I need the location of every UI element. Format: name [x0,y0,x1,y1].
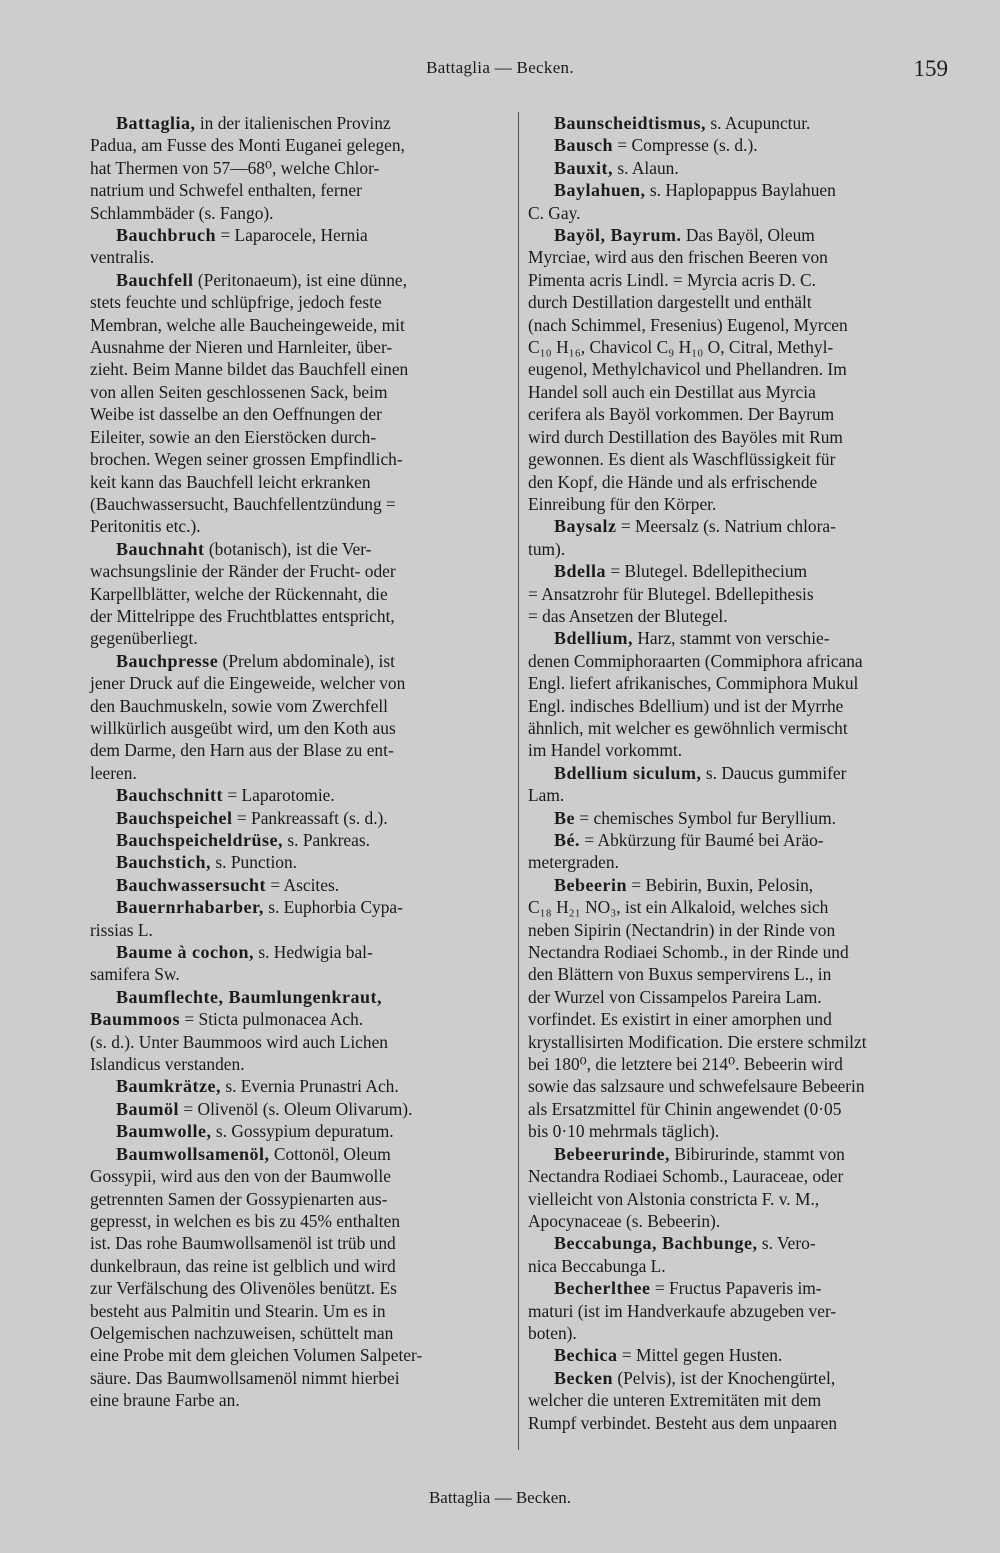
running-header: Battaglia — Becken. [426,58,574,77]
entry-headword: Baumflechte, Baumlungenkraut, Baummoos [90,986,383,1030]
entry-headword: Bdellium siculum, [554,762,702,783]
right-column [528,112,950,1434]
dictionary-entry [528,179,950,224]
entry-text: = Bebirin, Buxin, Pelosin, C₁₈ H₂₁ NO₃, ist ein Alkaloid, welches sich neben Sipirin (Nectandrin) in der Rinde von Nectandra Rodiaei Schomb., in der Rinde und den Blättern von Buxus sempervirens L., in der Wurzel von Cissampelos Pareira Lam. vorfindet. Es existirt in einer amorphen und krystallisirten Modification. Die erstere schmilzt bei 180⁰, die letztere bei 214⁰. Bebeerin wird sowie das salzsaure und schwefelsaure Bebeerin als Ersatzmittel für Chinin angewendet (0·05 bis 0·10 mehrmals täglich). [528,874,867,1142]
entry-text: = Fructus Papaveris im- maturi (ist im Handverkaufe abzugeben ver- boten). [528,1278,837,1343]
entry-text: s. Haplopappus Baylahuen C. Gay. [528,180,836,223]
dictionary-entry [90,269,512,538]
entry-headword: Baumöl [116,1098,180,1119]
dictionary-entry [90,807,512,829]
dictionary-entry [528,1277,950,1344]
dictionary-entry [528,515,950,560]
dictionary-entry [528,560,950,627]
running-footer: Battaglia — Becken. [428,1488,572,1507]
entry-headword: Beccabunga, Bachbunge, [554,1233,758,1254]
entry-headword: Bauchwassersucht [116,874,267,895]
entry-text: = Meersalz (s. Natrium chlora- tum). [528,516,836,559]
dictionary-entry [528,807,950,829]
entry-headword: Bebeerin [554,874,627,895]
entry-headword: Bauchspeichel [116,807,233,828]
dictionary-entry [90,1098,512,1120]
entry-headword: Bauchfell [116,269,194,290]
entry-headword: Bauchspeicheldrüse, [116,830,284,850]
entry-headword: Baysalz [554,516,617,537]
dictionary-entry [528,874,950,1143]
entry-headword: Bauchnaht [116,538,205,559]
entry-text: = Laparotomie. [223,785,335,806]
entry-headword: Battaglia, [116,113,196,133]
entry-text: s. Gossypium depuratum. [211,1121,394,1142]
dictionary-entry [90,784,512,806]
entry-text: Harz, stammt von verschie- denen Commiphoraarten (Commiphora africana Engl. liefert afrikanisches, Commiphora Mukul Engl. indisches Bdellium) und ist der Myrrhe ähnlich, mit welcher es gewöhnlich vermischt im Handel vorkommt. [528,628,863,761]
dictionary-entry [528,1143,950,1233]
entry-headword: Baumkrätze, [116,1076,221,1097]
entry-headword: Baylahuen, [554,180,646,201]
dictionary-entry [528,829,950,874]
entry-text: = Laparocele, Hernia ventralis. [90,225,368,268]
dictionary-entry [90,112,512,224]
entry-headword: Becherlthee [554,1278,651,1299]
entry-headword: Baumwolle, [116,1121,212,1142]
entry-headword: Becken [554,1367,613,1388]
entry-text: (Pelvis), ist der Knochengürtel, welcher die unteren Extremitäten mit dem Rumpf verbindet. Besteht aus dem unpaaren [528,1367,838,1433]
entry-text: in der italienischen Provinz Padua, am Fusse des Monti Euganei gelegen, hat Thermen von 57—68⁰, welche Chlor- natrium und Schwefel enthalten, ferner Schlammbäder (s. Fango). [90,113,405,223]
entry-headword: Bebeerurinde, [554,1143,670,1164]
entry-headword: Baumwollsamenöl, [116,1143,270,1164]
entry-text: (botanisch), ist die Ver- wachsungslinie der Ränder der Frucht- oder Karpellblätter, welche der Rückennaht, die der Mittelrippe des Fruchtblattes entspricht, gegenüberliegt. [90,538,396,649]
entry-headword: Bauchstich, [116,852,212,873]
entry-headword: Bauchschnitt [116,785,224,806]
entry-text: = Pankreassaft (s. d.). [232,807,388,828]
left-column [90,112,512,1412]
entry-headword: Bauchbruch [116,225,217,246]
entry-text: s. Punction. [211,852,298,873]
entry-text: s. Pankreas. [283,830,370,850]
dictionary-entry [528,1367,950,1434]
dictionary-entry [90,224,512,269]
entry-text: = Mittel gegen Husten. [617,1345,783,1366]
dictionary-entry [90,986,512,1076]
entry-text: = Ascites. [266,874,340,895]
entry-text: (Prelum abdominale), ist jener Druck auf die Eingeweide, welcher von den Bauchmuskeln, sowie vom Zwerchfell willkürlich ausgeübt wird, um den Koth aus dem Darme, den Harn aus der Blase zu ent- leeren. [90,650,406,783]
dictionary-entry [90,650,512,784]
dictionary-entry [90,538,512,650]
column-divider [518,112,519,1450]
entry-text: = chemisches Symbol fur Beryllium. [575,807,836,828]
entry-text: = Blutegel. Bdellepithecium = Ansatzrohr für Blutegel. Bdellepithesis = das Ansetzen der Blutegel. [528,561,814,626]
entry-text: = Olivenöl (s. Oleum Olivarum). [179,1098,413,1119]
dictionary-entry [528,1344,950,1366]
entry-text: s. Vero- nica Beccabunga L. [528,1233,816,1276]
dictionary-entry [528,134,950,156]
entry-text: s. Daucus gummifer Lam. [528,762,847,806]
dictionary-entry [528,762,950,807]
entry-text: = Compresse (s. d.). [613,135,758,156]
entry-headword: Baunscheidtismus, [554,113,707,133]
dictionary-entry [90,874,512,896]
entry-headword: Bdellium, [554,628,634,649]
entry-text: (Peritonaeum), ist eine dünne, stets feuchte und schlüpfrige, jedoch feste Membran, welche alle Baucheingeweide, mit Ausnahme der Nieren und Harnleiter, über- zieht. Beim Manne bildet das Bauchfell einen von allen Seiten geschlossenen Sack, beim Weibe ist dasselbe an den Oeffnungen der Eileiter, sowie an den Eierstöcken durch- brochen. Wegen seiner grossen Empfindlich- keit kann das Bauchfell leicht erkranken (Bauchwassersucht, Bauchfellentzündung = Peritonitis etc.). [90,269,409,537]
dictionary-entry [90,896,512,941]
entry-headword: Bayöl, Bayrum. [554,225,682,246]
entry-text: s. Acupunctur. [706,113,811,133]
dictionary-entry [528,224,950,515]
entry-headword: Bauxit, [554,157,614,178]
entry-text: Bibirurinde, stammt von Nectandra Rodiaei Schomb., Lauraceae, oder vielleicht von Alstonia constricta F. v. M., Apocynaceae (s. Bebeerin). [528,1143,845,1231]
entry-text: = Sticta pulmonacea Ach. (s. d.). Unter Baummoos wird auch Lichen Islandicus verstanden. [90,1009,388,1075]
entry-headword: Bechica [554,1345,618,1366]
dictionary-entry [528,112,950,134]
dictionary-entry [528,157,950,179]
entry-headword: Bdella [554,561,607,582]
page-number: 159 [913,56,948,81]
entry-text: s. Hedwigia bal- samifera Sw. [90,942,373,985]
entry-headword: Bausch [554,135,614,156]
entry-headword: Bauchpresse [116,650,219,671]
entry-text: Das Bayöl, Oleum Myrciae, wird aus den frischen Beeren von Pimenta acris Lindl. = Myrcia acris D. C. durch Destillation dargestellt und enthält (nach Schimmel, Fresenius) Eugenol, Myrcen C₁₀ H₁₆, Chavicol C₉ H₁₀ O, Citral, Methyl- eugenol, Methylchavicol und Phellandren. Im Handel soll auch ein Destillat aus Myrcia cerifera als Bayöl vorkommen. Der Bayrum wird durch Destillation des Bayöles mit Rum gewonnen. Es dient als Waschflüssigkeit für den Kopf, die Hände und als erfrischende Einreibung für den Körper. [528,225,848,514]
entry-headword: Baume à cochon, [116,942,254,963]
dictionary-entry [528,627,950,761]
entry-text: s. Euphorbia Cypa- rissias L. [90,897,403,940]
dictionary-entry [90,851,512,873]
dictionary-entry [90,1120,512,1142]
entry-text: s. Alaun. [613,157,679,178]
dictionary-entry [90,941,512,986]
entry-headword: Be [554,807,575,828]
dictionary-entry [90,829,512,851]
entry-text: Cottonöl, Oleum Gossypii, wird aus den von der Baumwolle getrennten Samen der Gossypienarten aus- gepresst, in welchen es bis zu 45% enthalten ist. Das rohe Baumwollsamenöl ist trüb und dunkelbraun, das reine ist gelblich und wird zur Verfälschung des Olivenöles benützt. Es besteht aus Palmitin und Stearin. Um es in Oelgemischen nachzuweisen, schüttelt man eine Probe mit dem gleichen Volumen Salpeter- säure. Das Baumwollsamenöl nimmt hierbei eine braune Farbe an. [90,1143,423,1411]
entry-headword: Bauernrhabarber, [116,897,264,918]
dictionary-entry [528,1232,950,1277]
entry-headword: Bé. [554,830,580,850]
entry-text: s. Evernia Prunastri Ach. [220,1076,399,1097]
dictionary-entry [90,1075,512,1097]
dictionary-entry [90,1143,512,1412]
entry-text: = Abkürzung für Baumé bei Aräo- metergraden. [528,830,824,873]
